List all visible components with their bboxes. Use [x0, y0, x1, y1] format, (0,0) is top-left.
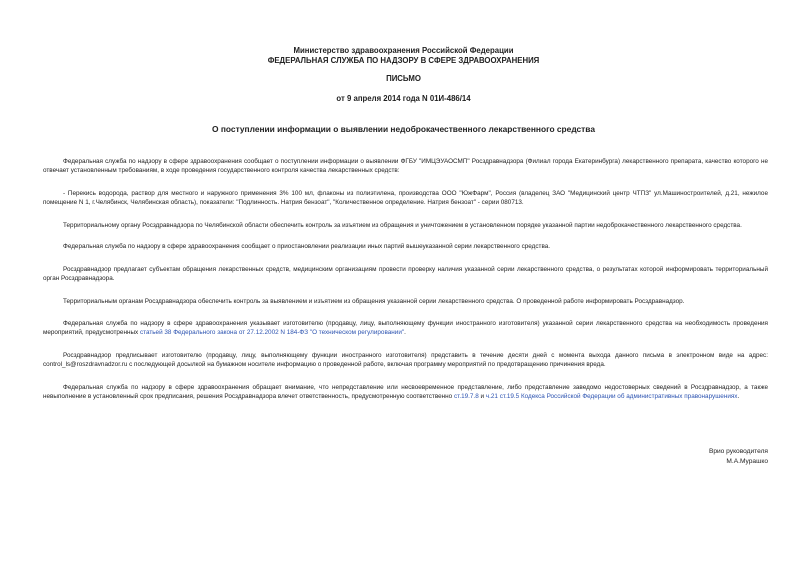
- signature-block: [709, 447, 768, 466]
- signatory-name: М.А.Мурашко: [726, 457, 768, 465]
- paragraph-4: Федеральная служба по надзору в сфере здравоохранения сообщает о приостановлении реализации иных партий вышеуказанной серии лекарственного средства.: [63, 243, 551, 251]
- paragraph-6: Территориальным органам Росздравнадзора обеспечить контроль за выявлением и изъятием из обращения указанной серии лекарственного средства. О проведенной работе информировать Росздравнадзор.: [63, 297, 685, 305]
- paragraph-9: [43, 383, 768, 402]
- signatory-position: Врио руководителя: [708, 448, 768, 455]
- paragraph-7-text: Федеральная служба по надзору в сфере здравоохранения указывает изготовителю (продавцу, лицу, выполняющему функции иностранного изготовителя) указанной серии лекарственного средства на необходимость проведения мероприятий, предусмотренных: [43, 320, 768, 337]
- paragraph-8: Росздравнадзор предписывает изготовителю (продавцу, лицу, выполняющему функции иностранного изготовителя) представить в течение десяти дней с момента выхода данного письма в электронном виде на адрес: control_ls@roszdravnadzor.ru с последующей досылкой на бумажном носителе информацию о проведенной работе, включая программу мероприятий по предотвращению причинения вреда.: [43, 352, 768, 369]
- document-type: ПИСЬМО: [386, 74, 421, 83]
- paragraph-7-end: .: [404, 329, 406, 337]
- koap-article-19-5-link[interactable]: ч.21 ст.19.5 Кодекса Российской Федерации об административных правонарушениях: [485, 393, 738, 401]
- paragraph-7: [43, 319, 768, 338]
- letter-body: [43, 157, 768, 415]
- paragraph-5: Росздравнадзор предлагает субъектам обращения лекарственных средств, медицинским организациям провести проверку наличия указанной серии лекарственного средства, о результатах которой информировать территориальный орган Росздравнадзора.: [43, 265, 768, 282]
- paragraph-2: - Перекись водорода, раствор для местного и наружного применения 3% 100 мл, флаконы из полиэтилена, производства ООО "ЮжФарм", Россия (владелец ЗАО "Медицинский центр ЧТПЗ" ул.Машиностроителей, д.21, нежилое помещение N 1, г.Челябинск, Челябинская область), показатели: "Подлинность. Натрия бензоат", "Количественное определение. Натрия бензоат" - серии 080713.: [43, 189, 768, 207]
- service-name: ФЕДЕРАЛЬНАЯ СЛУЖБА ПО НАДЗОРУ В СФЕРЕ ЗДРАВООХРАНЕНИЯ: [267, 56, 540, 65]
- paragraph-9-text: Федеральная служба по надзору в сфере здравоохранения обращает внимание, что непредставление или несвоевременное представление, либо представление заведомо недостоверных сведений в Росздравнадзор, а также невыполнение в установленный срок предписания, решения Росздравнадзора влечет ответственность, предусмотренную соответственно: [43, 383, 768, 401]
- paragraph-9-end: .: [737, 393, 740, 401]
- letter-subject: О поступлении информации о выявлении недоброкачественного лекарственного средства: [212, 124, 595, 134]
- law-184-fz-link[interactable]: статьей 38 Федерального закона от 27.12.2002 N 184-ФЗ "О техническом регулировании": [139, 329, 405, 337]
- letter-header: [0, 46, 807, 104]
- paragraph-3: Территориальному органу Росздравнадзора по Челябинской области обеспечить контроль за изъятием из обращения и уничтожением в установленном порядке указанной партии недоброкачественного лекарственного средства.: [63, 221, 742, 229]
- ministry-name: Министерство здравоохранения Российской Федерации: [293, 46, 514, 55]
- paragraph-1: Федеральная служба по надзору в сфере здравоохранения сообщает о поступлении информации о выявлении ФГБУ "ИМЦЭУАОСМП" Росздравнадзора (Филиал города Екатеринбурга) лекарственного препарата, качество которого не отвечает установленным требованиям, в ходе проведения государственного контроля качества лекарственных средств:: [43, 158, 768, 175]
- document-date-number: от 9 апреля 2014 года N 01И-486/14: [336, 94, 471, 103]
- article-19-7-8-link[interactable]: ст.19.7.8: [453, 393, 479, 401]
- paragraph-9-mid: и: [478, 393, 486, 401]
